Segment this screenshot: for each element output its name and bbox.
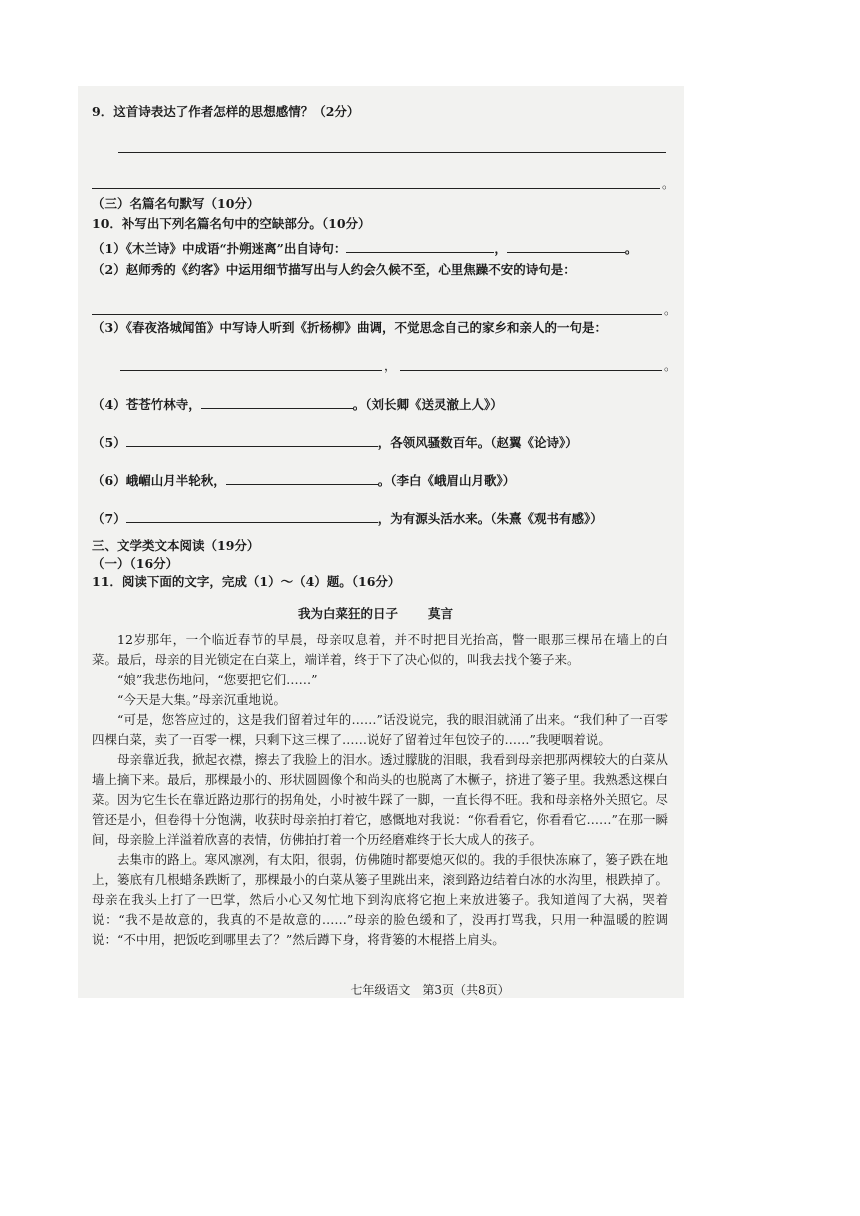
period: 。 bbox=[664, 302, 677, 317]
article-paragraph: “可是，您答应过的，这是我们留着过年的……”话没说完，我的眼泪就涌了出来。“我们种了一百零四棵白菜，卖了一百零一棵，只剩下这三棵了……说好了留着过年包饺子的……”我哽咽着说。 bbox=[92, 712, 668, 747]
blank[interactable] bbox=[126, 510, 378, 523]
blank[interactable] bbox=[126, 434, 378, 447]
item-source: ，各领风骚数百年。（赵翼《论诗》） bbox=[377, 435, 578, 450]
item-source: 。（刘长卿《送灵澈上人》） bbox=[352, 397, 503, 412]
section-title: （三）名篇名句默写（10分） bbox=[92, 196, 260, 211]
article-title-text: 我为白菜狂的日子 bbox=[298, 606, 399, 621]
article-paragraph: “娘”我悲伤地问，“您要把它们……” bbox=[117, 672, 318, 687]
q10-item-6 bbox=[92, 472, 515, 489]
part-title: 三、文学类文本阅读（19分） bbox=[92, 538, 260, 553]
article-paragraph: 12岁那年，一个临近春节的早晨，母亲叹息着，并不时把目光抬高，瞥一眼那三棵吊在墙上的白菜。最后，母亲的目光锁定在白菜上，端详着，终于下了决心似的，叫我去找个篓子来。 bbox=[92, 632, 668, 667]
question-10-stem: 10．补写出下列名篇名句中的空缺部分。（10分） bbox=[92, 216, 371, 231]
item-source: ，为有源头活水来。（朱熹《观书有感》） bbox=[377, 511, 603, 526]
item-prompt: （4）苍苍竹林寺， bbox=[92, 397, 201, 412]
article-paragraph: “今天是大集。”母亲沉重地说。 bbox=[117, 692, 287, 707]
item-prompt: （5） bbox=[92, 435, 126, 450]
part-subtitle: （一）（16分） bbox=[92, 556, 179, 571]
q10-item-5 bbox=[92, 434, 578, 451]
article-paragraph: 去集市的路上。寒风凛冽，有太阳，很弱，仿佛随时都要熄灭似的。我的手很快冻麻了，篓子跌在地上，篓底有几根蜡条跌断了，那棵最小的白菜从篓子里跳出来，滚到路边结着白冰的水沟里，根跌掉了。母亲在我头上打了一巴掌，然后小心又匆忙地下到沟底将它抱上来放进篓子。我知道闯了大祸，哭着说：“我不是故意的，我真的不是故意的……”母亲的脸色缓和了，没再打骂我，只用一种温暖的腔调说：“不中用，把饭吃到哪里去了？”然后蹲下身，将背篓的木棍搭上肩头。 bbox=[92, 852, 668, 947]
comma: ， bbox=[384, 358, 397, 373]
article-title bbox=[298, 606, 453, 622]
blank[interactable] bbox=[507, 240, 625, 253]
q10-item-2: （2）赵师秀的《约客》中运用细节描写出与人约会久候不至，心里焦躁不安的诗句是： bbox=[92, 262, 576, 277]
q10-item-4 bbox=[92, 396, 503, 413]
answer-line[interactable] bbox=[92, 314, 662, 315]
q10-item-3: （3）《春夜洛城闻笛》中写诗人听到《折杨柳》曲调，不觉思念自己的家乡和亲人的一句是： bbox=[92, 320, 607, 335]
blank[interactable] bbox=[226, 472, 378, 485]
article-author: 莫言 bbox=[428, 606, 454, 621]
article-body bbox=[92, 630, 668, 950]
answer-line[interactable] bbox=[120, 370, 382, 371]
period: 。 bbox=[662, 176, 675, 191]
item-prompt: （7） bbox=[92, 511, 126, 526]
article-paragraph: 母亲靠近我，掀起衣襟，擦去了我脸上的泪水。透过朦胧的泪眼，我看到母亲把那两棵较大的白菜从墙上摘下来。最后，那棵最小的、形状圆圆像个和尚头的也脱离了木橛子，挤进了篓子里。我熟悉这棵白菜。因为它生长在靠近路边那行的拐角处，小时被牛踩了一脚，一直长得不旺。我和母亲格外关照它。尽管还是小，但卷得十分饱满，收获时母亲拍打着它，感慨地对我说：“你看看它，你看看它……”在那一瞬间，母亲脸上洋溢着欣喜的表情，仿佛拍打着一个历经磨难终于长大成人的孩子。 bbox=[92, 752, 668, 847]
item-source: 。（李白《峨眉山月歌》） bbox=[377, 473, 516, 488]
item-prompt: （1）《木兰诗》中成语“扑朔迷离”出自诗句： bbox=[92, 241, 347, 256]
period: 。 bbox=[664, 358, 677, 373]
q10-item-7 bbox=[92, 510, 603, 527]
question-11-stem: 11．阅读下面的文字，完成（1）～（4）题。（16分） bbox=[92, 574, 401, 589]
question-9-stem: 9．这首诗表达了作者怎样的思想感情？（2分） bbox=[92, 104, 360, 119]
answer-line[interactable] bbox=[400, 370, 662, 371]
answer-line[interactable] bbox=[118, 152, 666, 153]
answer-line[interactable] bbox=[92, 188, 660, 189]
period: 。 bbox=[624, 241, 638, 256]
comma: ， bbox=[494, 241, 507, 256]
blank[interactable] bbox=[201, 396, 353, 409]
q10-item-1 bbox=[92, 240, 637, 257]
blank[interactable] bbox=[346, 240, 494, 253]
page-footer: 七年级语文 第3页（共8页） bbox=[350, 983, 510, 997]
item-prompt: （6）峨嵋山月半轮秋， bbox=[92, 473, 226, 488]
